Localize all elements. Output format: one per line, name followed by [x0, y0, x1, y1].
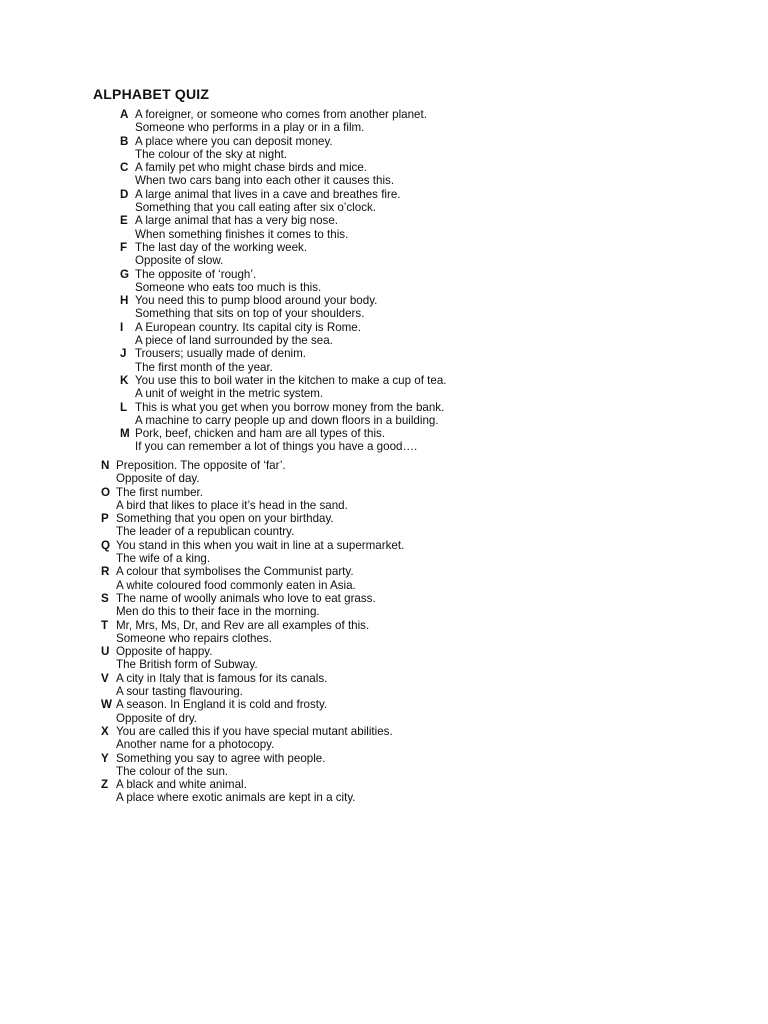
entry-clue-1: Pork, beef, chicken and ham are all types of this.	[135, 427, 386, 441]
entry-clue-2: Someone who performs in a play or in a film.	[135, 121, 365, 135]
quiz-entry	[101, 459, 404, 486]
quiz-entry	[120, 188, 447, 215]
entry-letter: Q	[101, 538, 111, 552]
entry-clue-1: A large animal that has a very big nose.	[135, 214, 339, 228]
entry-letter: T	[101, 618, 109, 632]
entry-letter: W	[101, 698, 112, 712]
entry-clue-2: When two cars bang into each other it causes this.	[135, 174, 395, 188]
entry-letter: U	[101, 645, 110, 659]
quiz-entry	[120, 161, 447, 188]
entry-clue-1: The first number.	[116, 485, 203, 499]
quiz-entry	[120, 268, 447, 295]
quiz-list-a-to-m	[120, 108, 447, 454]
entry-clue-1: A black and white animal.	[116, 778, 247, 792]
quiz-entry	[101, 539, 404, 566]
quiz-entry	[120, 401, 447, 428]
entry-letter: Z	[101, 778, 109, 792]
entry-clue-1: Something you say to agree with people.	[116, 751, 326, 765]
entry-clue-1: Opposite of happy.	[116, 645, 213, 659]
entry-letter: X	[101, 724, 109, 738]
quiz-entry	[120, 241, 447, 268]
entry-letter: F	[120, 240, 128, 254]
entry-clue-1: Preposition. The opposite of ‘far’.	[116, 459, 286, 472]
entry-clue-2: Men do this to their face in the morning.	[116, 605, 320, 619]
entry-clue-2: Something that you call eating after six o’clock.	[135, 201, 377, 215]
entry-clue-1: You stand in this when you wait in line at a supermarket.	[116, 538, 405, 552]
entry-letter: K	[120, 373, 129, 387]
entry-clue-2: Opposite of dry.	[116, 711, 197, 725]
entry-clue-1: A city in Italy that is famous for its canals.	[116, 671, 328, 685]
quiz-entry	[101, 752, 404, 779]
quiz-entry	[101, 512, 404, 539]
quiz-entry	[120, 135, 447, 162]
entry-clue-1: Something that you open on your birthday.	[116, 512, 334, 526]
entry-letter: M	[120, 427, 130, 441]
entry-clue-1: Mr, Mrs, Ms, Dr, and Rev are all examples of this.	[116, 618, 370, 632]
entry-clue-2: When something finishes it comes to this.	[135, 227, 349, 241]
entry-clue-1: The name of woolly animals who love to eat grass.	[116, 591, 376, 605]
quiz-entry	[120, 214, 447, 241]
entry-clue-1: A large animal that lives in a cave and breathes fire.	[135, 187, 401, 201]
entry-clue-2: A piece of land surrounded by the sea.	[135, 334, 333, 348]
entry-letter: L	[120, 400, 128, 414]
entry-clue-2: Opposite of day.	[116, 472, 200, 486]
entry-letter: A	[120, 108, 129, 121]
entry-clue-2: The British form of Subway.	[116, 658, 258, 672]
entry-letter: H	[120, 294, 129, 308]
quiz-entry	[120, 321, 447, 348]
entry-clue-2: If you can remember a lot of things you have a good….	[135, 440, 418, 454]
entry-clue-1: The opposite of ‘rough’.	[135, 267, 257, 281]
entry-clue-2: A unit of weight in the metric system.	[135, 387, 324, 401]
entry-letter: Y	[101, 751, 109, 765]
entry-clue-1: A season. In England it is cold and frosty.	[116, 698, 328, 712]
entry-clue-1: This is what you get when you borrow money from the bank.	[135, 400, 445, 414]
entry-clue-1: A colour that symbolises the Communist party.	[116, 565, 354, 579]
quiz-list-n-to-z	[101, 459, 404, 805]
entry-letter: R	[101, 565, 110, 579]
entry-clue-2: A bird that likes to place it’s head in the sand.	[116, 498, 348, 512]
entry-letter: G	[120, 267, 130, 281]
entry-letter: S	[101, 591, 109, 605]
entry-clue-2: A sour tasting flavouring.	[116, 685, 243, 699]
entry-clue-1: The last day of the working week.	[135, 240, 308, 254]
entry-clue-2: Something that sits on top of your shoulders.	[135, 307, 365, 321]
quiz-entry	[101, 486, 404, 513]
entry-letter: N	[101, 459, 110, 472]
entry-clue-2: A place where exotic animals are kept in a city.	[116, 791, 356, 805]
quiz-entry	[120, 427, 447, 454]
page-title: ALPHABET QUIZ	[93, 86, 210, 102]
quiz-entry	[101, 725, 404, 752]
entry-letter: C	[120, 161, 129, 175]
entry-clue-1: A family pet who might chase birds and mice.	[135, 161, 367, 175]
entry-clue-2: Someone who eats too much is this.	[135, 280, 322, 294]
entry-letter: E	[120, 214, 128, 228]
entry-letter: J	[120, 347, 127, 361]
quiz-entry	[101, 619, 404, 646]
entry-clue-1: You need this to pump blood around your body.	[135, 294, 378, 308]
entry-clue-1: You are called this if you have special mutant abilities.	[116, 724, 393, 738]
quiz-entry	[120, 374, 447, 401]
entry-clue-2: The first month of the year.	[135, 360, 273, 374]
entry-clue-2: Another name for a photocopy.	[116, 738, 275, 752]
quiz-entry	[101, 672, 404, 699]
entry-letter: I	[120, 320, 124, 334]
quiz-entry	[101, 592, 404, 619]
entry-letter: V	[101, 671, 109, 685]
entry-clue-1: A foreigner, or someone who comes from another planet.	[135, 108, 427, 121]
entry-letter: P	[101, 512, 109, 526]
entry-letter: B	[120, 134, 129, 148]
quiz-entry	[120, 347, 447, 374]
entry-clue-2: The leader of a republican country.	[116, 525, 295, 539]
entry-clue-1: Trousers; usually made of denim.	[135, 347, 306, 361]
entry-clue-2: The colour of the sky at night.	[135, 147, 288, 161]
entry-clue-2: The colour of the sun.	[116, 764, 229, 778]
entry-letter: D	[120, 187, 129, 201]
entry-clue-2: The wife of a king.	[116, 552, 211, 566]
quiz-entry	[120, 108, 447, 135]
quiz-entry	[120, 294, 447, 321]
quiz-entry	[101, 698, 404, 725]
entry-clue-2: A white coloured food commonly eaten in Asia.	[116, 578, 356, 592]
entry-clue-2: Opposite of slow.	[135, 254, 224, 268]
entry-clue-2: Someone who repairs clothes.	[116, 631, 272, 645]
entry-clue-1: You use this to boil water in the kitchen to make a cup of tea.	[135, 373, 447, 387]
entry-letter: O	[101, 485, 111, 499]
entry-clue-1: A European country. Its capital city is Rome.	[135, 320, 361, 334]
quiz-entry	[101, 565, 404, 592]
entry-clue-1: A place where you can deposit money.	[135, 134, 333, 148]
quiz-entry	[101, 645, 404, 672]
quiz-entry	[101, 778, 404, 805]
entry-clue-2: A machine to carry people up and down floors in a building.	[135, 413, 439, 427]
